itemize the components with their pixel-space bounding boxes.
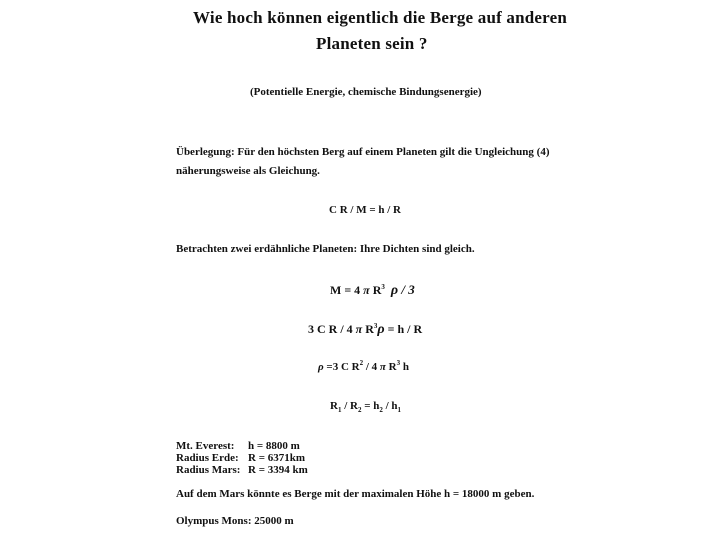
eq5-r1: R	[330, 400, 338, 412]
eq4-mid: / 4	[363, 361, 380, 373]
eq2-lhs: M = 4	[330, 283, 364, 297]
equation-mass	[330, 282, 415, 299]
data-table	[176, 440, 308, 476]
data-row	[176, 464, 308, 476]
pi-symbol: π	[355, 322, 363, 336]
eq3-exponent: 3	[373, 322, 378, 330]
consideration-line-1: Überlegung: Für den höchsten Berg auf einem Planeten gilt die Ungleichung (4)	[176, 146, 550, 158]
eq4-exponent-3: 3	[396, 359, 401, 367]
eq4-exponent-2: 2	[359, 359, 364, 367]
eq5-sub-1: 1	[337, 406, 342, 414]
equation-ratio: C R / M = h / R	[329, 204, 401, 216]
data-value: h = 8800 m	[248, 440, 300, 452]
data-value: R = 6371km	[248, 452, 305, 464]
observation: Betrachten zwei erdähnliche Planeten: Ihre Dichten sind gleich.	[176, 243, 475, 255]
data-value: R = 3394 km	[248, 464, 308, 476]
pi-symbol: π	[363, 283, 370, 297]
eq5-eq: = h	[361, 400, 380, 412]
eq3-rest: = h / R	[384, 322, 423, 336]
consideration-line-2: näherungsweise als Gleichung.	[176, 165, 320, 177]
eq3-r: R	[362, 322, 374, 336]
data-label: Radius Mars:	[176, 464, 241, 476]
eq5-op2: / h	[382, 400, 398, 412]
rho-symbol: ρ	[377, 322, 385, 337]
rho-symbol: ρ	[318, 361, 324, 373]
subtitle: (Potentielle Energie, chemische Bindungsenergie)	[250, 86, 482, 98]
data-label: Radius Erde:	[176, 452, 239, 464]
eq2-exponent: 3	[381, 283, 385, 291]
eq5-sub-3: 2	[379, 406, 383, 414]
eq4-lhs: =3 C R	[323, 361, 360, 373]
conclusion: Auf dem Mars könnte es Berge mit der maximalen Höhe h = 18000 m geben.	[176, 488, 535, 500]
title-line-1: Wie hoch können eigentlich die Berge auf anderen	[193, 8, 568, 27]
eq5-op1: / R	[341, 400, 358, 412]
pi-symbol: π	[379, 361, 386, 373]
data-label: Mt. Everest:	[176, 440, 235, 452]
eq2-rest: / 3	[398, 282, 415, 297]
eq5-sub-2: 2	[357, 406, 362, 414]
data-row	[176, 440, 308, 452]
title-line-2: Planeten sein ?	[316, 34, 428, 53]
equation-radius-ratio	[330, 400, 401, 412]
eq4-rest: h	[400, 361, 409, 373]
equation-substituted	[308, 322, 422, 338]
eq2-r: R	[369, 283, 382, 297]
eq5-sub-4: 1	[397, 406, 402, 414]
equation-density	[318, 361, 409, 373]
rho-symbol: ρ	[390, 283, 399, 298]
olympus-mons: Olympus Mons: 25000 m	[176, 515, 294, 527]
data-row	[176, 452, 308, 464]
eq3-lhs: 3 C R / 4	[308, 322, 356, 336]
eq4-r: R	[385, 361, 397, 373]
